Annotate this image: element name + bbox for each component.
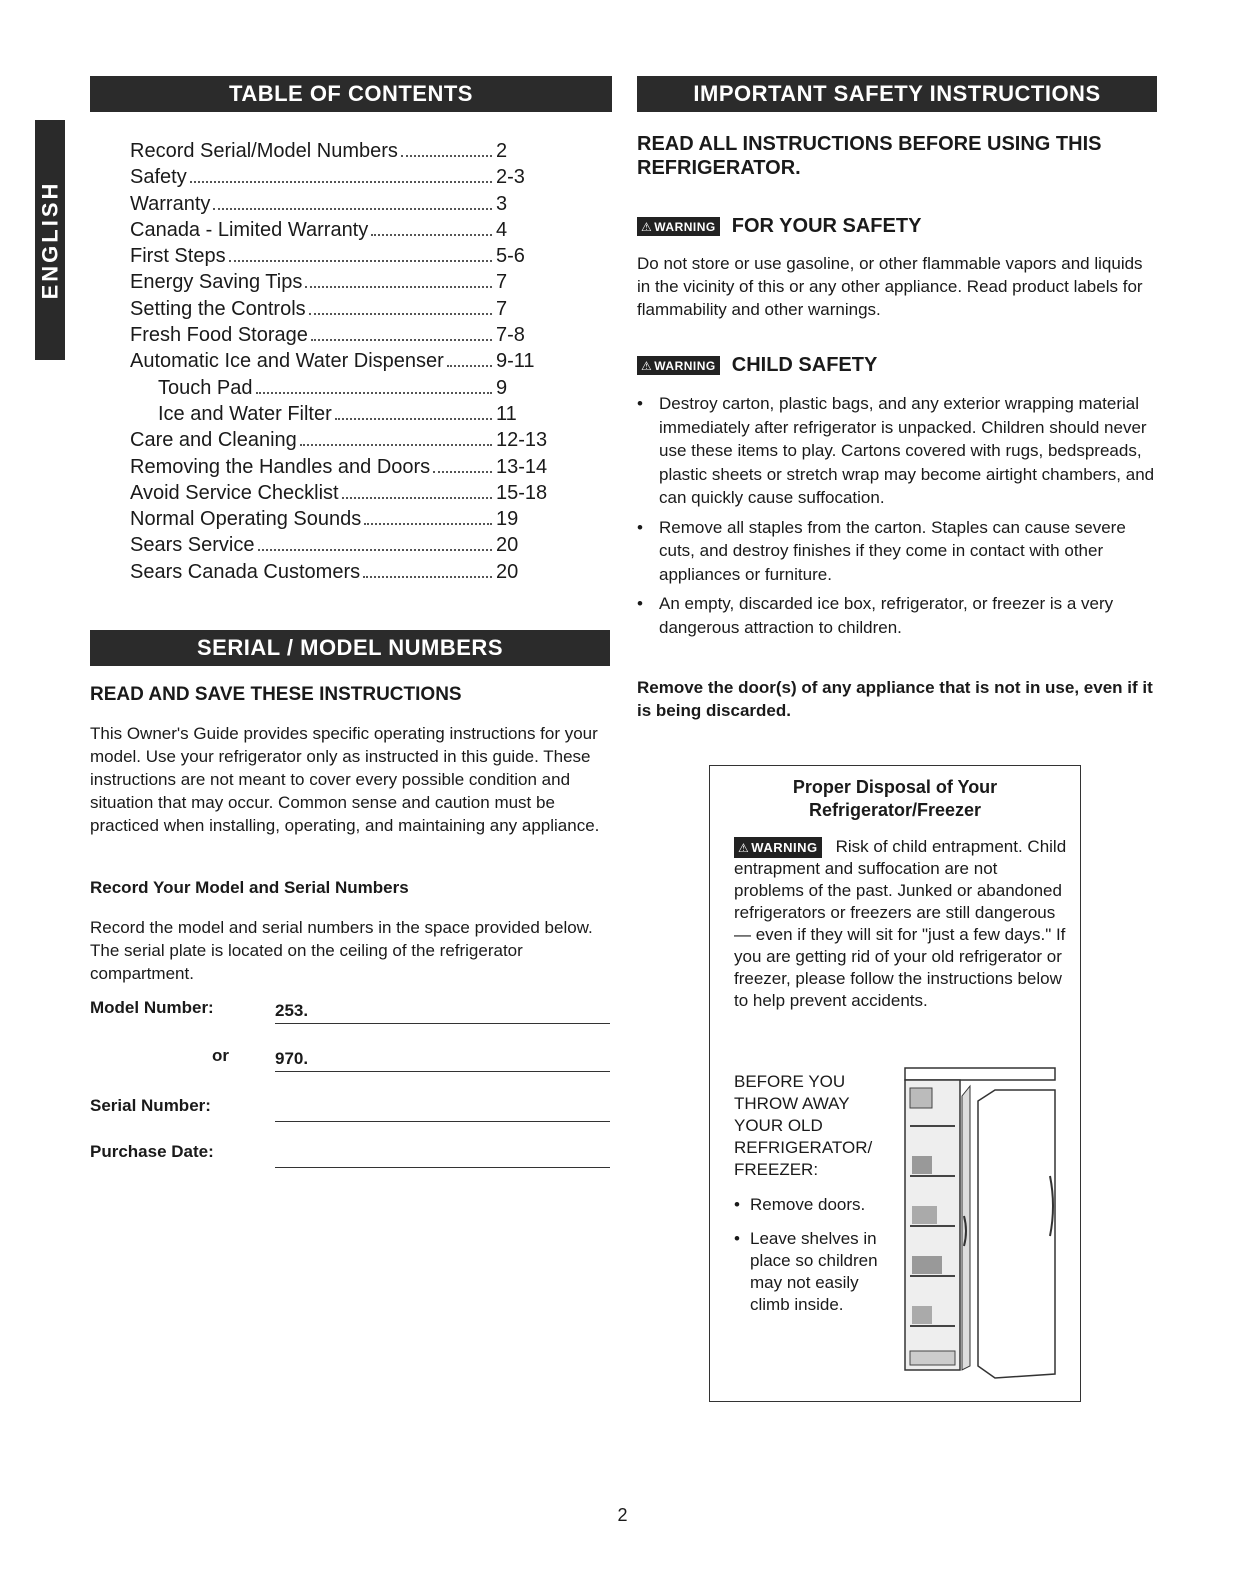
toc-entry-title: Removing the Handles and Doors	[130, 455, 431, 478]
toc-entry-page: 19	[496, 508, 519, 531]
model-number-alt-line[interactable]	[275, 1071, 610, 1072]
toc-header-text: TABLE OF CONTENTS	[229, 81, 473, 106]
child-safety-item: • Remove all staples from the carton. Staples can cause severe cuts, and destroy finishes if they come in contact with other appliances or furniture.	[637, 516, 1157, 587]
serial-header-text: SERIAL / MODEL NUMBERS	[197, 635, 503, 660]
toc-entry[interactable]	[130, 375, 550, 401]
toc-entry-title: Automatic Ice and Water Dispenser	[130, 350, 444, 373]
remove-doors-warning: Remove the door(s) of any appliance that is not in use, even if it is being discarded.	[637, 678, 1153, 720]
disposal-steps-list	[734, 1194, 884, 1328]
toc-entry-title: Sears Canada Customers	[130, 560, 361, 583]
toc-entry[interactable]	[130, 506, 550, 532]
toc-leader-dots	[256, 392, 492, 394]
serial-number-row	[90, 1096, 610, 1122]
disposal-title-line2: Refrigerator/Freezer	[808, 800, 982, 820]
toc-entry-title: Care and Cleaning	[130, 429, 297, 452]
toc-leader-dots	[335, 418, 492, 420]
for-safety-heading	[637, 215, 1157, 238]
warning-triangle-icon: ⚠	[641, 219, 653, 234]
toc-entry[interactable]	[130, 296, 550, 322]
disposal-step: • Remove doors.	[734, 1194, 884, 1216]
read-all-heading: READ ALL INSTRUCTIONS BEFORE USING THIS REFRIGERATOR.	[637, 133, 1102, 179]
toc-entry-page: 3	[496, 192, 508, 215]
purchase-date-line[interactable]	[275, 1167, 610, 1168]
toc-leader-dots	[258, 549, 493, 551]
toc-leader-dots	[447, 365, 492, 367]
disposal-title	[710, 776, 1080, 822]
toc-entry-title: First Steps	[130, 245, 226, 268]
disposal-box	[709, 765, 1081, 1402]
page-number: 2	[617, 1505, 628, 1525]
toc-entry-page: 9-11	[496, 350, 535, 373]
toc-entry-page: 12-13	[496, 429, 548, 452]
serial-header-banner	[90, 630, 610, 666]
warning-triangle-icon: ⚠	[641, 358, 653, 373]
child-safety-list	[637, 392, 1157, 645]
warning-badge	[637, 356, 720, 375]
toc-leader-dots	[229, 260, 492, 262]
child-safety-item: • Destroy carton, plastic bags, and any exterior wrapping material immediately after refrigerator is unpacked. Children should never use these items to play. Cartons covered with rugs, bedspreads, plastic sheets or stretch wrap may become airtight chambers, and can quickly cause suffocation.	[637, 392, 1157, 510]
toc-leader-dots	[213, 208, 492, 210]
toc-leader-dots	[364, 523, 492, 525]
language-tab-label: ENGLISH	[37, 180, 63, 300]
toc-entry-page: 7	[496, 271, 508, 294]
warning-badge	[637, 217, 720, 236]
toc-entry-page: 7	[496, 297, 508, 320]
warning-triangle-icon: ⚠	[738, 840, 750, 855]
safety-header-banner	[637, 76, 1157, 112]
before-throw-away-text: BEFORE YOU THROW AWAY YOUR OLD REFRIGERATOR/ FREEZER:	[734, 1072, 873, 1179]
child-safety-title: CHILD SAFETY	[731, 354, 878, 376]
toc-leader-dots	[300, 444, 492, 446]
record-numbers-paragraph: Record the model and serial numbers in the space provided below. The serial plate is located on the ceiling of the refrigerator compartment.	[90, 918, 593, 983]
toc-entry-page: 11	[496, 402, 517, 425]
model-number-alt-prefix: 970.	[275, 1049, 309, 1068]
for-safety-paragraph: Do not store or use gasoline, or other flammable vapors and liquids in the vicinity of this or any other appliance. Read product labels for flammability and other warnings.	[637, 254, 1143, 319]
toc-entry[interactable]	[130, 191, 550, 217]
toc-entry-title: Avoid Service Checklist	[130, 481, 339, 504]
toc-entry-title: Normal Operating Sounds	[130, 508, 362, 531]
model-number-label: Model Number:	[90, 998, 214, 1017]
toc-entry-title: Warranty	[130, 192, 211, 215]
warning-badge-text: WARNING	[654, 358, 716, 373]
serial-intro-paragraph: This Owner's Guide provides specific operating instructions for your model. Use your refrigerator only as instructed in this guide. These instructions are not meant to cover every possible condition and situation that may occur. Common sense and caution must be practiced when installing, operating, and maintaining any appliance.	[90, 724, 600, 835]
toc-entry-title: Safety	[130, 166, 187, 189]
toc-entry-page: 2-3	[496, 166, 525, 189]
toc-entry-page: 5-6	[496, 245, 525, 268]
toc-entry-page: 4	[496, 218, 508, 241]
purchase-date-row	[90, 1142, 610, 1168]
disposal-title-line1: Proper Disposal of Your	[792, 777, 998, 797]
toc-entry-page: 20	[496, 534, 519, 557]
language-side-tab	[35, 120, 65, 360]
toc-entry-page: 7-8	[496, 324, 525, 347]
toc-entry-page: 20	[496, 560, 519, 583]
toc-entry[interactable]	[130, 401, 550, 427]
toc-entry[interactable]	[130, 164, 550, 190]
toc-entry[interactable]	[130, 322, 550, 348]
safety-header-text: IMPORTANT SAFETY INSTRUCTIONS	[693, 81, 1101, 106]
toc-leader-dots	[401, 155, 492, 157]
toc-leader-dots	[433, 471, 492, 473]
toc-leader-dots	[305, 286, 492, 288]
toc-entry[interactable]	[130, 532, 550, 558]
toc-leader-dots	[371, 234, 492, 236]
toc-entry-title: Fresh Food Storage	[130, 324, 308, 347]
toc-entry[interactable]	[130, 559, 550, 585]
toc-entry[interactable]	[130, 217, 550, 243]
serial-number-line[interactable]	[275, 1121, 610, 1122]
refrigerator-illustration	[900, 1066, 1060, 1386]
toc-header-banner	[90, 76, 612, 112]
warning-badge	[734, 837, 822, 858]
toc-leader-dots	[342, 497, 492, 499]
toc-entry-title: Ice and Water Filter	[158, 402, 332, 425]
toc-entry[interactable]	[130, 269, 550, 295]
toc-entry-title: Setting the Controls	[130, 297, 306, 320]
toc-leader-dots	[190, 181, 492, 183]
toc-entry[interactable]	[130, 427, 550, 453]
toc-entry-page: 15-18	[496, 481, 548, 504]
disposal-warning-paragraph	[734, 836, 1069, 1012]
table-of-contents	[130, 138, 550, 585]
toc-entry-title: Canada - Limited Warranty	[130, 218, 369, 241]
or-label: or	[212, 1046, 229, 1065]
model-number-line[interactable]	[275, 1023, 610, 1024]
toc-entry-page: 13-14	[496, 455, 548, 478]
warning-badge-text: WARNING	[654, 219, 716, 234]
toc-entry-title: Record Serial/Model Numbers	[130, 140, 398, 162]
toc-entry[interactable]	[130, 480, 550, 506]
toc-leader-dots	[309, 313, 492, 315]
warning-badge-text: WARNING	[751, 839, 818, 855]
purchase-date-label: Purchase Date:	[90, 1142, 214, 1161]
for-safety-title: FOR YOUR SAFETY	[731, 215, 922, 237]
record-numbers-subheading: Record Your Model and Serial Numbers	[90, 878, 409, 897]
model-number-row	[90, 998, 610, 1024]
model-number-alt-row	[90, 1046, 610, 1072]
toc-leader-dots	[311, 339, 492, 341]
toc-entry-title: Touch Pad	[158, 376, 253, 399]
toc-entry[interactable]	[130, 243, 550, 269]
disposal-step: • Leave shelves in place so children may not easily climb inside.	[734, 1228, 884, 1316]
toc-entry[interactable]	[130, 454, 550, 480]
child-safety-item: • An empty, discarded ice box, refrigerator, or freezer is a very dangerous attraction to children.	[637, 592, 1157, 639]
toc-leader-dots	[363, 576, 492, 578]
toc-entry[interactable]	[130, 138, 550, 164]
child-safety-heading	[637, 354, 1157, 377]
toc-entry-title: Energy Saving Tips	[130, 271, 303, 294]
model-number-prefix: 253.	[275, 1001, 309, 1020]
serial-number-label: Serial Number:	[90, 1096, 211, 1115]
toc-entry-page: 2	[496, 140, 508, 162]
toc-entry-title: Sears Service	[130, 534, 255, 557]
toc-entry-page: 9	[496, 376, 508, 399]
disposal-risk-text: Risk of child entrapment. Child entrapment and suffocation are not problems of the past. Junked or abandoned refrigerators or freezers are still dangerous — even if they will sit for "just a few days." If you are getting rid of your old refrigerator or freezer, please follow the instructions below to help prevent accidents.	[734, 837, 1067, 1011]
read-save-heading: READ AND SAVE THESE INSTRUCTIONS	[90, 684, 462, 705]
toc-entry[interactable]	[130, 348, 550, 374]
